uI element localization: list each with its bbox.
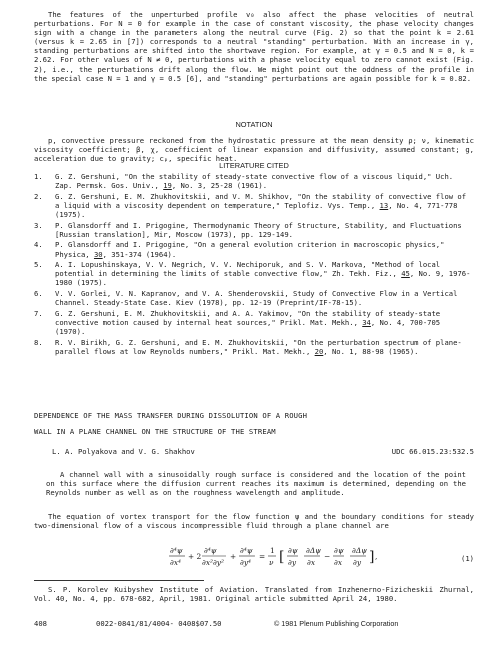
equation-1 (34, 544, 474, 574)
udc-code: UDC 66.015.23:532.5 (391, 447, 474, 456)
reference-number: 2. (34, 191, 43, 201)
reference-number: 5. (34, 260, 43, 270)
svg-text:∂Δψ: ∂Δψ (352, 546, 367, 555)
copyright-notice: © 1981 Plenum Publishing Corporation (274, 619, 399, 628)
reference-volume: 20 (314, 346, 324, 356)
reference-text: , No. 3, 25-28 (1961). (171, 181, 268, 191)
reference-number: 7. (34, 308, 43, 318)
svg-text:[: [ (279, 549, 285, 565)
vortex-transport-equation (168, 544, 408, 574)
reference-number: 1. (34, 172, 43, 181)
notation-heading: NOTATION (235, 120, 273, 129)
svg-text:]: ] (369, 549, 375, 565)
reference-item (34, 260, 474, 287)
article-title-line-1: DEPENDENCE OF THE MASS TRANSFER DURING DISSOLUTION OF A ROUGH (34, 411, 308, 420)
svg-text:∂⁴ψ: ∂⁴ψ (170, 546, 183, 555)
reference-list (34, 172, 474, 358)
reference-item (34, 172, 474, 190)
footnote: S. P. Korolev Kuibyshev Institute of Aviation. Translated from Inzhenerno-Fizicheskii Zhurnal, Vol. 40, No. 4, pp. 678-682, April, 1981. Original article submitted April 24, 1980. (34, 585, 474, 604)
reference-text: P. Glansdorff and I. Prigogine, Thermodynamic Theory of Structure, Stability, and Fluctuations [Russian translation], Mir, Moscow (1973), pp. 129-149. (55, 220, 462, 239)
reference-text: G. Z. Gershuni, "On the stability of steady-state convective flow of a viscous liquid," Uch. Zap. Permsk. Gos. Univ., (55, 172, 454, 191)
page-number: 408 (34, 619, 47, 628)
svg-text:∂x²∂y²: ∂x²∂y² (202, 558, 224, 567)
notation-text: p, convective pressure reckoned from the hydrostatic pressure at the mean density ρ; ν, kinematic viscosity coefficient; β, χ, coefficient of linear expansion and diffusivity, assumed constant; g, acceleration due to gravity; cₚ, specific heat. (34, 136, 474, 164)
svg-text:−: − (324, 552, 331, 561)
svg-text:=: = (259, 552, 266, 561)
reference-text: G. Z. Gershuni, E. M. Zhukhovitskii, and A. A. Yakimov, "On the stability of steady-state convective motion caused by internal heat sources," Prikl. Mat. Mekh., (55, 308, 441, 327)
reference-number: 8. (34, 337, 43, 347)
svg-text:+: + (230, 552, 237, 561)
svg-text:,: , (375, 552, 378, 561)
reference-text: , No. 4, 700-705 (1970). (55, 317, 441, 337)
reference-volume: 45 (401, 269, 410, 279)
svg-text:∂⁴ψ: ∂⁴ψ (204, 546, 217, 555)
svg-text:∂ψ: ∂ψ (334, 546, 344, 555)
reference-text: R. V. Birikh, G. Z. Gershuni, and E. M. Zhukhovitskii, "On the perturbation spectrum of plane-parallel flows at low Reynolds numbers," Prikl. Mat. Mekh., (55, 337, 462, 356)
reference-number: 6. (34, 289, 43, 299)
svg-text:∂y⁴: ∂y⁴ (240, 558, 251, 567)
reference-volume: 19 (163, 181, 172, 191)
svg-text:∂y: ∂y (288, 558, 296, 567)
reference-item (34, 192, 474, 219)
reference-text: , No. 9, 1976-1980 (1975). (55, 269, 471, 288)
reference-text: , No. 1, 88-98 (1965). (323, 346, 419, 356)
reference-item (34, 289, 474, 307)
svg-text:∂y: ∂y (353, 558, 361, 567)
reference-item (34, 309, 474, 336)
svg-text:ν: ν (269, 558, 274, 567)
svg-text:∂x: ∂x (307, 558, 315, 567)
abstract: A channel wall with a sinusoidally rough surface is considered and the location of the point on this surface where the diffusion current reaches its maximum is determined, depending on the Reynolds number as well as on the roughness wavelength and amplitude. (46, 470, 466, 498)
svg-text:∂Δψ: ∂Δψ (306, 546, 321, 555)
reference-item (34, 240, 474, 258)
reference-text: , No. 4, 771-778 (1975). (55, 200, 458, 219)
svg-text:∂x⁴: ∂x⁴ (170, 558, 181, 567)
reference-text: , 351-374 (1964). (102, 249, 177, 259)
svg-text:+ 2: + 2 (188, 552, 202, 561)
reference-number: 3. (34, 220, 43, 230)
reference-text: G. Z. Gershuni, E. M. Zhukhovitskii, and V. M. Shikhov, "On the stability of convective flow of a liquid with a viscosity dependent on temperature," Teplofiz. Vys. Temp., (55, 191, 467, 210)
intro-paragraph: The features of the unperturbed profile v₀ also affect the phase velocities of neutral perturbations. For N = 0 for example in the case of constant viscosity, the phase velocity changes sign with a change in the parameters along the neutral curve (Fig. 2) so that the point k = 2.61 (versus k = 2.65 in [7]) corresponds to a neutral "standing" perturbation. With an increase in γ, standing perturbations are shifted into the shortwave region. For example, at γ = 0.5 and N = 0, k = 2.62. For other values of N ≠ 0, perturbations with a phase velocity equal to zero cannot exist (Fig. 2), i.e., the perturbations drift along the flow. We might point out the oddness of the profile in the special case N = 1 and γ = 0.5 [6], and "standing" perturbations are again possible for k = 0.82. (34, 10, 474, 83)
reference-item (34, 221, 474, 239)
reference-volume: 30 (93, 249, 103, 259)
svg-text:∂ψ: ∂ψ (288, 546, 298, 555)
article-identifier: 0022-0841/81/4004- 0408$07.50 (96, 619, 222, 628)
reference-volume: 34 (362, 317, 371, 327)
svg-text:∂x: ∂x (334, 558, 342, 567)
reference-text: P. Glansdorff and I. Prigogine, "On a general evolution criterion in macroscopic physics," Physica, (55, 240, 445, 259)
reference-number: 4. (34, 240, 43, 250)
reference-volume: 13 (379, 200, 389, 210)
body-intro: The equation of vortex transport for the flow function ψ and the boundary conditions for steady two-dimensional flow of a viscous incompressible fluid through a plane channel are (34, 512, 474, 531)
svg-text:1: 1 (270, 546, 275, 555)
literature-heading: LITERATURE CITED (219, 161, 289, 170)
equation-number: (1) (461, 554, 474, 563)
svg-text:∂⁴ψ: ∂⁴ψ (240, 546, 253, 555)
article-title-line-2: WALL IN A PLANE CHANNEL ON THE STRUCTURE OF THE STREAM (34, 427, 276, 436)
reference-text: A. I. Lopushinskaya, V. V. Negrich, V. V. Nechiporuk, and S. V. Markova, "Method of local potential in determining the limits of stable convective flow," Zh. Tekh. Fiz., (55, 260, 441, 279)
reference-item (34, 338, 474, 356)
footnote-divider (34, 580, 204, 581)
article-authors: L. A. Polyakova and V. G. Shakhov (52, 447, 195, 456)
reference-text: V. V. Gorlei, V. N. Kapranov, and V. A. Shenderovskii, Study of Convective Flow in a Vertical Channel. Steady-State Case. Kiev (1978), pp. 12-19 (Preprint/IF-78-15). (55, 289, 458, 308)
